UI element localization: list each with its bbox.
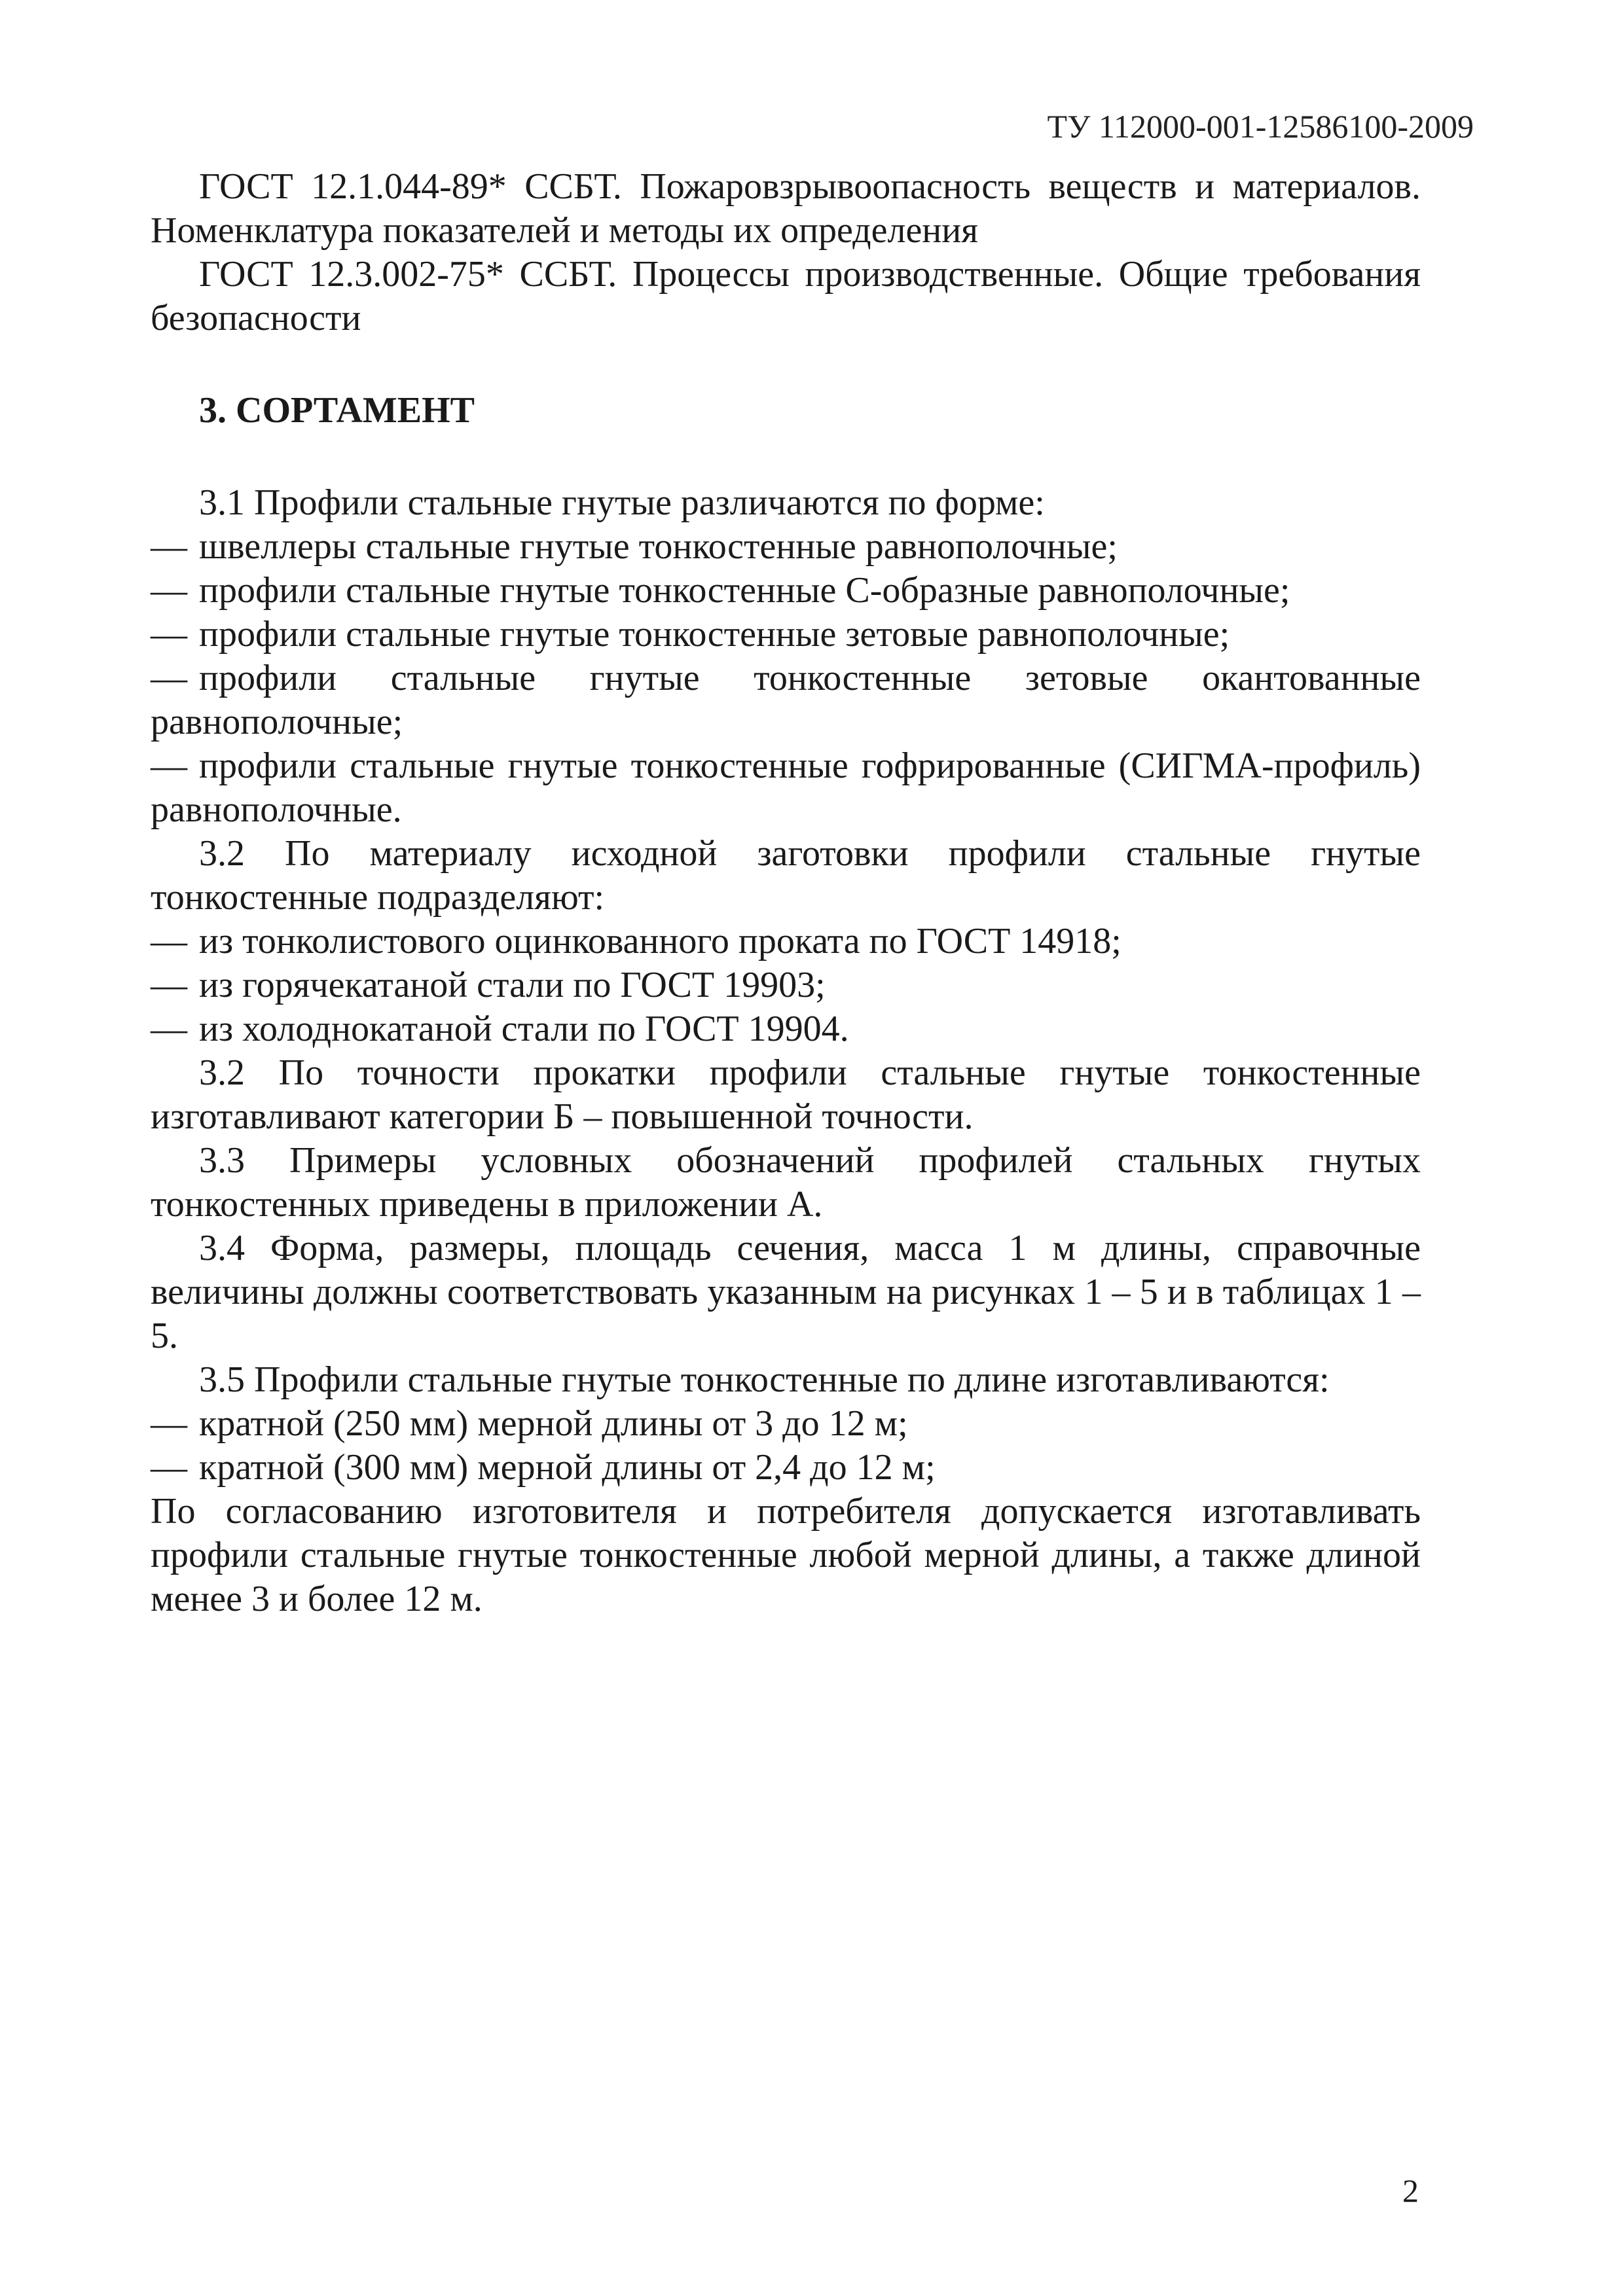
list-dash: —	[151, 1009, 187, 1049]
document-code: ТУ 112000-001-12586100-2009	[1047, 108, 1474, 145]
list-item-text: профили стальные гнутые тонкостенные зетовые равнополочные;	[199, 614, 1230, 655]
list-item-text: из холоднокатаной стали по ГОСТ 19904.	[199, 1009, 849, 1049]
list-item-text: швеллеры стальные гнутые тонкостенные равнополочные;	[199, 526, 1118, 567]
list-item-text: профили стальные гнутые тонкостенные С-образные равнополочные;	[199, 570, 1290, 611]
list-dash: —	[151, 1447, 187, 1488]
section-body	[151, 481, 1421, 1621]
paragraph-3-5: 3.5 Профили стальные гнутые тонкостенные по длине изготавливаются:	[199, 1359, 1330, 1400]
paragraph-3-4: 3.4 Форма, размеры, площадь сечения, масса 1 м длины, справочные величины должны соответствовать указанным на рисунках 1 – 5 и в таблицах 1 – 5.	[151, 1228, 1421, 1356]
section-heading: 3. СОРТАМЕНТ	[199, 390, 475, 431]
list-item	[151, 613, 1421, 656]
list-dash: —	[151, 614, 187, 655]
list-dash: —	[151, 1403, 187, 1444]
list-dash: —	[151, 965, 187, 1005]
list-item	[151, 1402, 1421, 1446]
paragraph-3-1: 3.1 Профили стальные гнутые различаются по форме:	[199, 482, 1045, 523]
normative-reference: ГОСТ 12.3.002-75* ССБТ. Процессы производственные. Общие требования безопасности	[151, 254, 1421, 338]
list-item-text: кратной (250 мм) мерной длины от 3 до 12 м;	[199, 1403, 908, 1444]
page-content	[151, 165, 1421, 1621]
paragraph-3-3: 3.3 Примеры условных обозначений профилей стальных гнутых тонкостенных приведены в приложении А.	[151, 1140, 1421, 1225]
paragraph-3-2-accuracy: 3.2 По точности прокатки профили стальные гнутые тонкостенные изготавливают категории Б – повышенной точности.	[151, 1052, 1421, 1137]
list-dash: —	[151, 526, 187, 567]
list-item	[151, 656, 1421, 744]
page-number: 2	[1402, 2172, 1419, 2209]
list-dash: —	[151, 921, 187, 961]
normative-reference: ГОСТ 12.1.044-89* ССБТ. Пожаровзрывоопасность веществ и материалов. Номенклатура показателей и методы их определения	[151, 166, 1421, 251]
list-item	[151, 1446, 1421, 1490]
list-item	[151, 963, 1421, 1007]
paragraph-3-2-material: 3.2 По материалу исходной заготовки профили стальные гнутые тонкостенные подразделяют:	[151, 833, 1421, 918]
list-item	[151, 744, 1421, 832]
list-item-text: кратной (300 мм) мерной длины от 2,4 до 12 м;	[199, 1447, 936, 1488]
list-item-text: профили стальные гнутые тонкостенные гофрированные (СИГМА-профиль) равнополочные.	[151, 745, 1421, 830]
list-item	[151, 920, 1421, 963]
list-item	[151, 525, 1421, 569]
list-item-text: профили стальные гнутые тонкостенные зетовые окантованные равнополочные;	[151, 658, 1421, 742]
list-item	[151, 569, 1421, 613]
list-dash: —	[151, 570, 187, 611]
list-dash: —	[151, 745, 187, 786]
list-item	[151, 1007, 1421, 1051]
list-item-text: из тонколистового оцинкованного проката по ГОСТ 14918;	[199, 921, 1122, 961]
paragraph-3-5-note: По согласованию изготовителя и потребителя допускается изготавливать профили стальные гнутые тонкостенные любой мерной длины, а также длиной менее 3 и более 12 м.	[151, 1491, 1421, 1619]
list-dash: —	[151, 658, 187, 698]
list-item-text: из горячекатаной стали по ГОСТ 19903;	[199, 965, 826, 1005]
